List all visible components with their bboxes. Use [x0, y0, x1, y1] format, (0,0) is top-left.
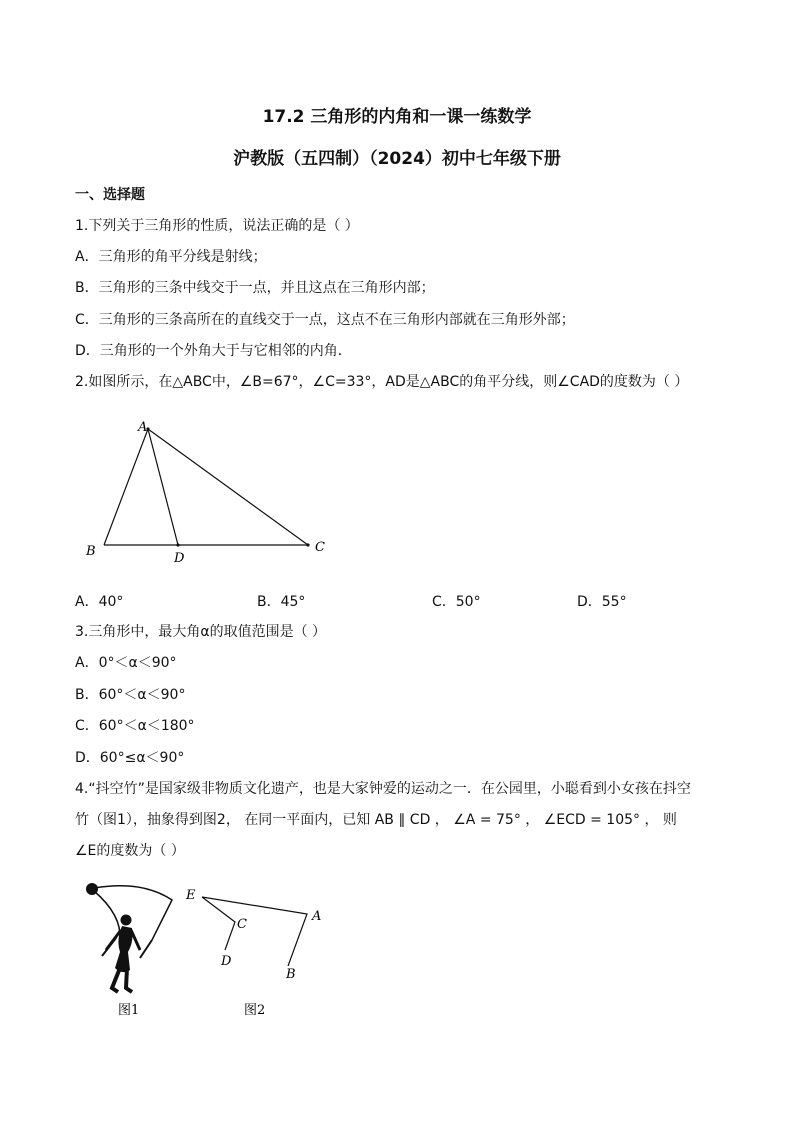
- q3-option-c: C．60°＜α＜180°: [75, 718, 195, 734]
- q1-stem: 1.下列关于三角形的性质，说法正确的是（ ）: [75, 218, 359, 234]
- q3-option-d: D．60°≤α＜90°: [75, 750, 185, 766]
- q2-option-a: A．40°: [75, 594, 124, 610]
- figure-2-caption: 图2: [244, 1003, 266, 1018]
- segment-e-a-b: [202, 897, 307, 966]
- q2-triangle-figure: [80, 412, 340, 572]
- label-d: D: [174, 551, 185, 566]
- label-d: D: [221, 954, 232, 969]
- q4-figure-1-diabolo-girl: [82, 880, 182, 1020]
- q4-line-2: 竹（图1），抽象得到图2， 在同一平面内，已知 AB ∥ CD ， ∠A = 75° ， ∠ECD = 105° ， 则: [75, 812, 677, 828]
- q1-option-d: D．三角形的一个外角大于与它相邻的内角．: [75, 343, 352, 359]
- label-b: B: [286, 967, 296, 982]
- section-heading: 一、选择题: [75, 187, 145, 203]
- side-ab: [104, 429, 148, 545]
- q2-stem: 2.如图所示，在△ABC中，∠B=67°，∠C=33°，AD是△ABC的角平分线，则∠CAD的度数为（ ）: [75, 374, 689, 390]
- figure-1-caption: 图1: [118, 1003, 140, 1018]
- label-a: A: [138, 420, 148, 435]
- label-b: B: [86, 544, 96, 559]
- q4-figure-2-geometry: [180, 880, 340, 1020]
- q1-option-b: B．三角形的三条中线交于一点，并且这点在三角形内部；: [75, 280, 435, 296]
- q2-option-d: D．55°: [577, 594, 627, 610]
- q2-option-b: B．45°: [257, 594, 306, 610]
- title-line-2: 沪教版（五四制）（2024）初中七年级下册: [233, 149, 561, 169]
- bisector-ad: [148, 429, 178, 545]
- q3-option-b: B．60°＜α＜90°: [75, 687, 186, 703]
- q3-option-a: A．0°＜α＜90°: [75, 655, 177, 671]
- segment-e-c-d: [202, 897, 235, 950]
- title-line-1: 17.2 三角形的内角和一课一练数学: [262, 107, 532, 127]
- label-c: C: [237, 917, 247, 932]
- label-e: E: [186, 888, 196, 903]
- side-ac: [148, 429, 308, 545]
- q4-line-3: ∠E的度数为（ ）: [75, 843, 185, 859]
- label-c: C: [315, 540, 325, 555]
- q1-option-c: C．三角形的三条高所在的直线交于一点，这点不在三角形内部就在三角形外部；: [75, 312, 575, 328]
- q3-stem: 3.三角形中，最大角α的取值范围是（ ）: [75, 624, 327, 640]
- q4-line-1: 4.“抖空竹”是国家级非物质文化遗产，也是大家钟爱的运动之一．在公园里，小聪看到小女孩在抖空: [75, 781, 691, 797]
- label-a: A: [312, 909, 322, 924]
- q2-option-c: C．50°: [432, 594, 481, 610]
- q1-option-a: A．三角形的角平分线是射线；: [75, 249, 267, 265]
